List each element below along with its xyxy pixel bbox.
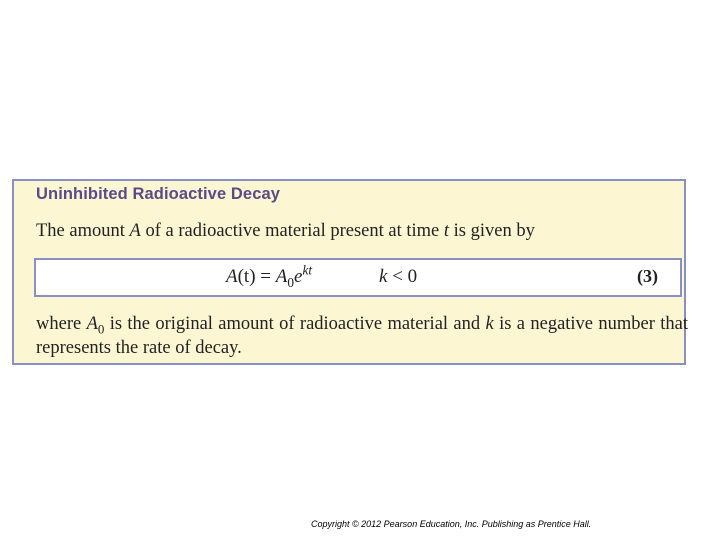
box-title: Uninhibited Radioactive Decay xyxy=(36,185,281,203)
formula-box xyxy=(34,258,682,297)
intro-var-t: t xyxy=(443,221,450,241)
formula-lhs: A xyxy=(226,266,238,287)
copyright-notice: Copyright © 2012 Pearson Education, Inc. Publishing as Prentice Hall. xyxy=(311,519,592,529)
formula-rhs-e: e xyxy=(294,266,303,287)
box-intro-text xyxy=(36,221,535,242)
theorem-box xyxy=(12,179,689,365)
intro-text-2: of a radioactive material present at time xyxy=(140,221,444,241)
formula-rhs-exponent: kt xyxy=(302,262,313,278)
body-var-subscript: 0 xyxy=(97,321,105,337)
formula-rhs-subscript: 0 xyxy=(287,274,295,290)
body-text-2: is the original amount of radioactive material and xyxy=(104,314,486,334)
intro-text-1: The amount xyxy=(36,221,130,241)
condition-var-k: k xyxy=(379,266,388,287)
condition-rest: < 0 xyxy=(387,266,418,287)
formula-equals: = xyxy=(255,266,276,287)
body-text-1: where xyxy=(36,314,87,334)
intro-var-a: A xyxy=(129,221,141,241)
body-var-a: A xyxy=(86,314,98,334)
formula-lhs-arg: (t) xyxy=(237,266,256,287)
box-body-text xyxy=(36,312,688,360)
formula-condition xyxy=(379,266,417,288)
equation-number: (3) xyxy=(637,266,658,286)
body-var-k: k xyxy=(485,314,494,334)
formula-rhs-base: A xyxy=(275,266,288,287)
intro-text-3: is given by xyxy=(449,221,535,241)
decay-formula xyxy=(226,262,313,290)
body-text-3: is a negative number that represents the rate of decay. xyxy=(36,314,689,358)
